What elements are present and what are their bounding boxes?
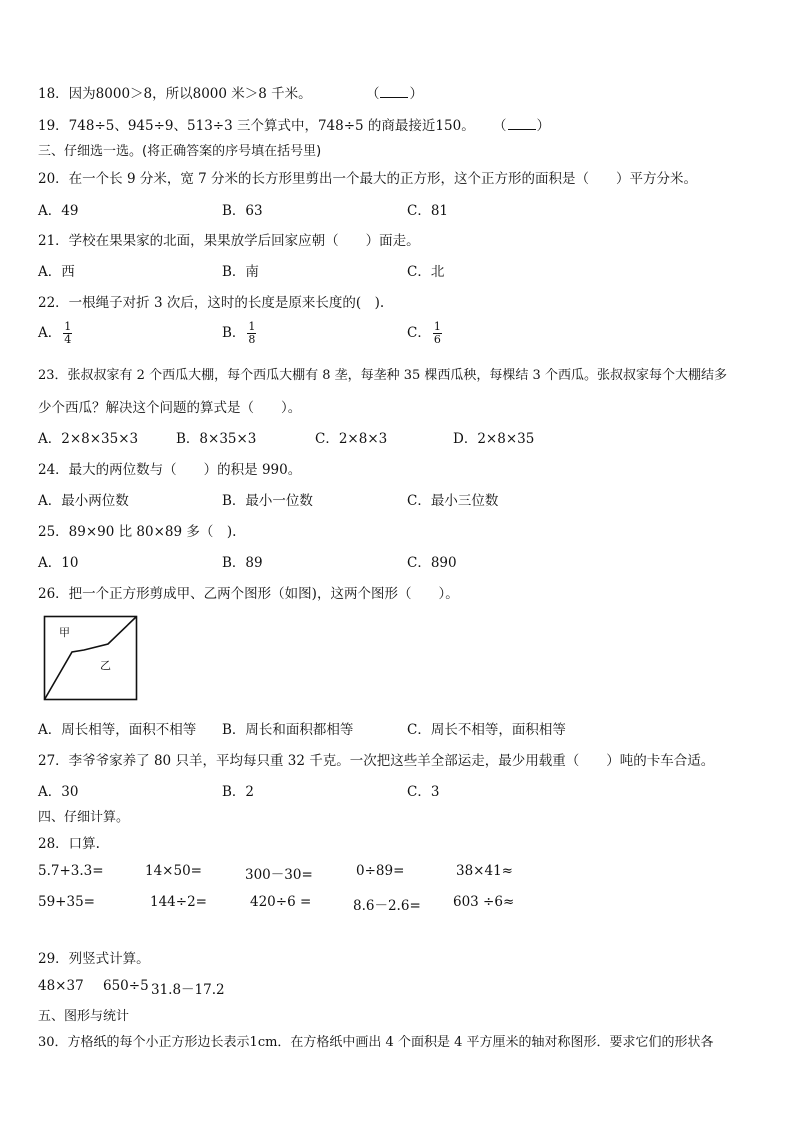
answer-paren-right: ） (536, 118, 550, 134)
mental-calc-item: 0÷89= (356, 863, 405, 879)
option-a[interactable]: A．30 (38, 784, 79, 800)
answer-blank[interactable] (508, 119, 536, 130)
answer-blank[interactable] (380, 87, 408, 98)
question-23-line-1: 23．张叔叔家有 2 个西瓜大棚，每个西瓜大棚有 8 垄，每垄种 35 棵西瓜秧，每棵结 3 个西瓜。张叔叔家每个大棚结多 (38, 368, 727, 383)
numerator: 1 (433, 320, 441, 333)
vertical-calc-item: 48×37 (38, 978, 84, 994)
figure-label-b: 乙 (100, 659, 111, 672)
option-a[interactable]: A．周长相等，面积不相等 (38, 722, 197, 738)
question-29-title: 29．列竖式计算。 (38, 951, 150, 967)
option-b[interactable] (222, 321, 256, 346)
option-c[interactable]: C．81 (407, 203, 449, 219)
vertical-calc-item: 31.8－17.2 (151, 982, 225, 998)
section-heading-3: 三、仔细选一选。(将正确答案的序号填在括号里) (38, 144, 322, 159)
question-26: 26．把一个正方形剪成甲、乙两个图形（如图)，这两个图形（ ）。 (38, 586, 459, 602)
option-b[interactable]: B．南 (222, 264, 259, 280)
option-a[interactable]: A．2×8×35×3 (38, 431, 139, 447)
option-a[interactable]: A．49 (38, 203, 79, 219)
option-b[interactable]: B．89 (222, 555, 263, 571)
option-c[interactable]: C．2×8×3 (315, 431, 388, 447)
option-a[interactable]: A．最小两位数 (38, 493, 129, 509)
fraction (247, 321, 256, 346)
question-20: 20．在一个长 9 分米，宽 7 分米的长方形里剪出一个最大的正方形，这个正方形的面积是（ ）平方分米。 (38, 171, 698, 187)
mental-calc-item: 420÷6 = (250, 894, 312, 910)
question-23-line-2: 少个西瓜？解决这个问题的算式是（ ）。 (38, 400, 302, 416)
option-c[interactable]: C．890 (407, 555, 457, 571)
question-25: 25．89×90 比 80×89 多（ ). (38, 524, 237, 540)
mental-calc-item: 300－30= (245, 867, 313, 883)
option-c[interactable] (407, 321, 442, 346)
option-b[interactable]: B．周长和面积都相等 (222, 722, 354, 738)
option-c[interactable]: C．北 (407, 264, 445, 280)
fraction (433, 321, 442, 346)
numerator: 1 (64, 320, 72, 333)
question-19 (38, 114, 550, 134)
answer-paren-left: （ (493, 118, 507, 134)
mental-calc-item: 14×50= (145, 863, 202, 879)
mental-calc-item: 144÷2= (150, 894, 207, 910)
question-27: 27．李爷爷家养了 80 只羊，平均每只重 32 千克。一次把这些羊全部运走，最少用载重（ ）吨的卡车合适。 (38, 753, 715, 769)
mental-calc-item: 5.7+3.3= (38, 863, 104, 879)
question-18 (38, 82, 423, 102)
question-22: 22．一根绳子对折 3 次后，这时的长度是原来长度的( ). (38, 295, 385, 311)
section-heading-4: 四、仔细计算。 (38, 810, 130, 825)
option-a[interactable]: A．西 (38, 264, 75, 280)
question-text: 18．因为8000＞8，所以8000 米＞8 千米。 (38, 86, 312, 102)
option-b[interactable]: B．最小一位数 (222, 493, 313, 509)
option-a[interactable] (38, 321, 72, 346)
option-label: B． (222, 325, 246, 341)
option-c[interactable]: C．周长不相等，面积相等 (407, 722, 566, 738)
option-label: A． (38, 325, 62, 341)
option-c[interactable]: C．3 (407, 784, 440, 800)
denominator: 8 (248, 333, 256, 346)
figure-label-a: 甲 (59, 626, 70, 639)
question-text: 19．748÷5、945÷9、513÷3 三个算式中，748÷5 的商最接近150。 (38, 118, 475, 134)
mental-calc-item: 603 ÷6≈ (453, 894, 515, 910)
denominator: 4 (64, 333, 72, 346)
option-b[interactable]: B．2 (222, 784, 255, 800)
mental-calc-item: 59+35= (38, 894, 95, 910)
option-d[interactable]: D．2×8×35 (453, 431, 535, 447)
option-b[interactable]: B．63 (222, 203, 263, 219)
question-24: 24．最大的两位数与（ ）的积是 990。 (38, 462, 302, 478)
section-heading-5: 五、图形与统计 (38, 1009, 130, 1024)
question-28-title: 28．口算. (38, 836, 100, 852)
question-30: 30．方格纸的每个小正方形边长表示1cm．在方格纸中画出 4 个面积是 4 平方厘米的轴对称图形．要求它们的形状各 (38, 1035, 714, 1050)
answer-paren-left: （ (365, 86, 380, 102)
question-21: 21．学校在果果家的北面，果果放学后回家应朝（ ）面走。 (38, 233, 420, 249)
mental-calc-item: 38×41≈ (456, 863, 513, 879)
option-b[interactable]: B．8×35×3 (176, 431, 257, 447)
mental-calc-item: 8.6－2.6= (353, 898, 421, 914)
vertical-calc-item: 650÷5 (103, 978, 149, 994)
denominator: 6 (433, 333, 441, 346)
numerator: 1 (248, 320, 256, 333)
answer-paren-right: ） (409, 86, 423, 102)
fraction (63, 321, 72, 346)
option-a[interactable]: A．10 (38, 555, 79, 571)
option-c[interactable]: C．最小三位数 (407, 493, 499, 509)
square-cut-figure (42, 614, 140, 702)
option-label: C． (407, 325, 431, 341)
